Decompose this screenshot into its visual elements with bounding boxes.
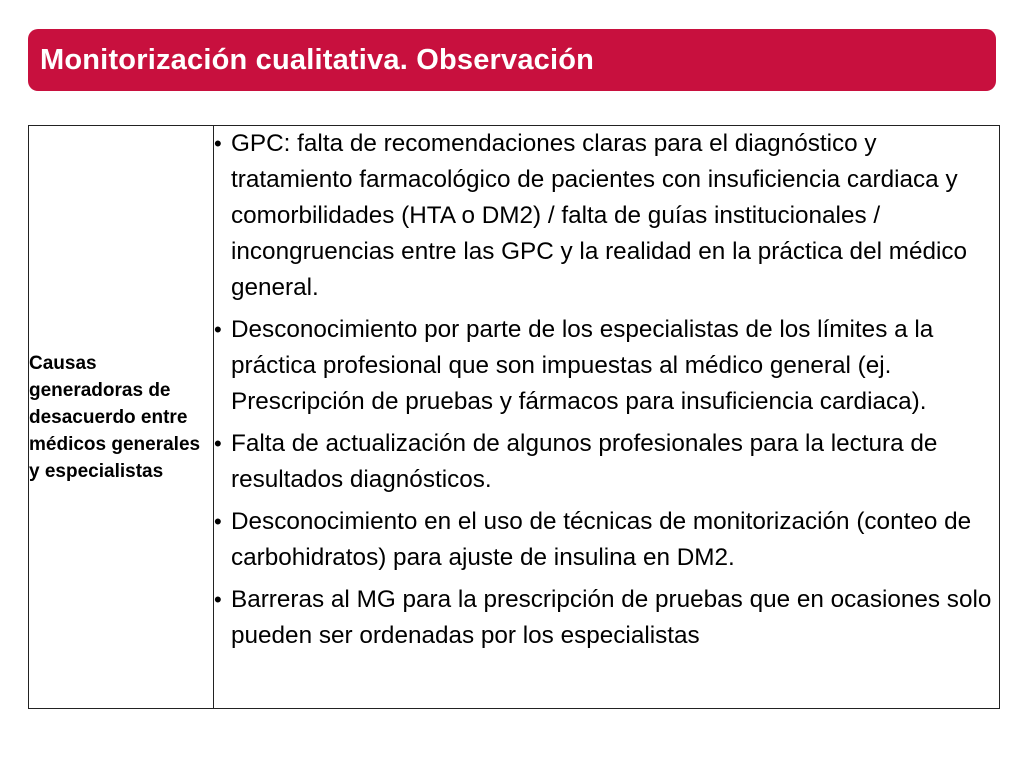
row-label-cell [29,126,214,709]
content-table [28,125,1000,709]
list-item [214,126,999,306]
list-item-text: Falta de actualización de algunos profesionales para la lectura de resultados diagnósticos. [231,430,938,493]
list-item [214,582,999,654]
bullet-icon: • [214,431,222,456]
table-row [29,126,1000,709]
bullet-list [214,126,999,654]
title-banner [28,29,996,91]
row-label: Causas generadoras de desacuerdo entre médicos generales y especialistas [29,352,201,482]
bullet-list-cell [214,126,1000,709]
list-item [214,312,999,420]
list-item-text: GPC: falta de recomendaciones claras para el diagnóstico y tratamiento farmacológico de pacientes con insuficiencia cardiaca y comorbilidades (HTA o DM2) / falta de guías institucionales / incongruencias entre las GPC y la realidad en la práctica del médico general. [231,130,968,301]
bullet-icon: • [214,317,222,342]
list-item-text: Desconocimiento por parte de los especialistas de los límites a la práctica profesional que son impuestas al médico general (ej. Prescripción de pruebas y fármacos para insuficiencia cardiaca). [231,316,934,415]
list-item-text: Desconocimiento en el uso de técnicas de monitorización (conteo de carbohidratos) para ajuste de insulina en DM2. [231,508,972,571]
list-item [214,504,999,576]
list-item [214,426,999,498]
bullet-icon: • [214,509,222,534]
bullet-icon: • [214,131,222,156]
slide-title: Monitorización cualitativa. Observación [40,43,595,76]
bullet-icon: • [214,587,222,612]
list-item-text: Barreras al MG para la prescripción de pruebas que en ocasiones solo pueden ser ordenadas por los especialistas [231,586,992,649]
